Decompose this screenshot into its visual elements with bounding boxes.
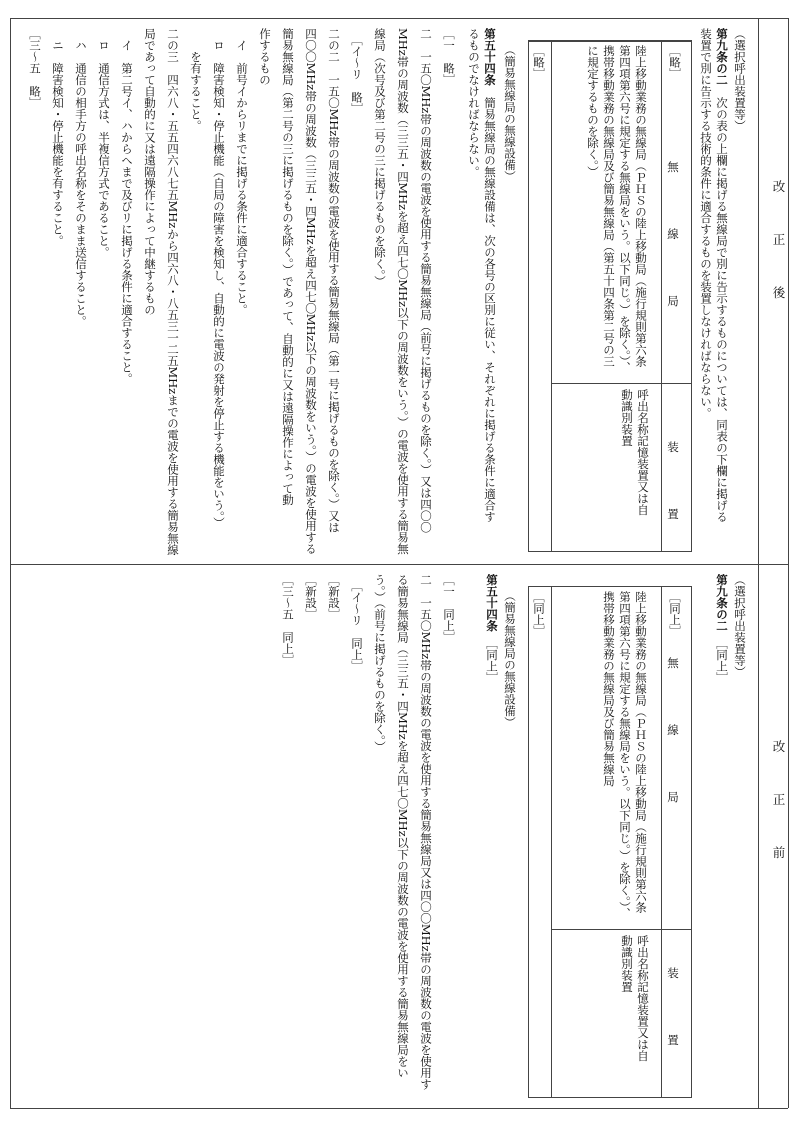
before-table-row3-station: ［同上］ [532,591,546,637]
top-rule [10,18,788,19]
after-line: イ 前号イからリまでに掲げる条件に適合すること。 [235,28,249,316]
header-after: 改 正 後 [771,180,786,313]
before-table-col-device-label: 装 置 [666,967,680,1068]
section-divider [10,564,788,565]
before-art54-block [482,574,500,1094]
after-line: 二の二 一五〇MHz帯の周波数の電波を使用する簡易無線局（第一号に掲げるものを除く。）又は [327,28,341,534]
before-art9-title: 第九条の二 [715,574,729,632]
after-table-col-device-label: 装 置 [666,441,680,542]
before-art9-block [712,574,730,1094]
after-table-row2-device: 呼出名称記憶装置又は自 動識別装置 [620,389,650,516]
after-table [528,40,692,552]
after-art9-caption: （選択呼出装置等） [733,28,747,132]
after-art9-title: 第九条の二 [715,28,729,86]
before-art54-title: 第五十四条 [485,574,499,632]
before-line: う。）（前号に掲げるものを除く。） [373,574,387,753]
outer-left-border [10,18,11,1108]
after-line: 簡易無線局（第二号の三に掲げるものを除く。）であって、自動的に又は遠隔操作によって動 [281,28,295,506]
after-line: 局であって自動的に又は遠隔操作によって中継するもの [143,28,157,316]
after-line: 二の三 四六八・五五四六八七五MHzから四六八・八五三一二五MHzまでの電波を使用する簡易無線 [166,28,180,556]
after-line: ニ 障害検知・停止機能を有すること。 [51,28,65,247]
after-line: イ 第二号イ、ハからへまで及びリに掲げる条件に適合すること。 [120,28,134,385]
before-lines [20,574,460,1094]
bottom-rule [10,1108,788,1109]
after-line: 二 一五〇MHz帯の周波数の電波を使用する簡易無線局（前号に掲げるものを除く。）又は四〇〇 [419,28,433,534]
after-line: ハ 通信の相手方の呼出名称をそのまま送信すること。 [74,28,88,327]
after-table-row3-station: ［略］ [532,45,546,80]
after-line: 作するもの [258,28,272,86]
after-line: 四〇〇MHz帯の周波数（三三五・四MHzを超え四七〇MHz以下の周波数をいう。）の電波を使用する [304,28,318,555]
outer-right-border [788,18,789,1108]
after-table-col-station-label: 無 線 局 [666,161,680,329]
after-table-header-divider [529,41,691,42]
header-border-top [758,18,759,1108]
before-line: 二 一五〇MHz帯の周波数の電波を使用する簡易無線局又は四〇〇MHz帯の周波数の電波を使用す [419,574,433,1090]
after-line: を有すること。 [189,28,203,132]
after-line: 線局（次号及び第二号の三に掲げるものを除く。） [373,28,387,287]
before-art54-body: ［同上］ [485,643,499,684]
after-art9-block [694,28,730,558]
after-table-row1-station: ［略］ [668,45,682,80]
before-table-row2-device: 呼出名称記憶装置又は自 動識別装置 [620,935,650,1062]
before-table-row2-station: 陸上移動業務の無線局（ＰＨＳの陸上移動局（施行規則第六条 第四項第六号に規定する無線局をいう。以下同じ。）を除く。）、 携帯移動業務の無線局及び簡易無線局 [602,591,648,919]
header-before: 改 正 前 [771,740,786,873]
after-art54-body-1: 簡易無線局の無線設備は、次の各号の区別に従い、それぞれに掲げる条件に適合す [483,97,497,523]
before-art9-caption: （選択呼出装置等） [733,574,747,678]
before-art54-caption: （簡易無線局の無線設備） [503,590,517,728]
before-line: ［イ～リ 同上］ [350,574,364,672]
after-line: ［イ～リ 略］ [350,28,364,115]
before-art9-body: ［同上］ [715,643,729,684]
after-art54-title: 第五十四条 [483,28,497,86]
after-art9-body-2: 装置で別に告示する技術的条件に適合するものを装置しなければならない。 [699,28,713,419]
after-line: ロ 障害検知・停止機能（自局の障害を検知し、自動的に電波の発射を停止する機能をいう。） [212,28,226,529]
after-line: ロ 通信方式は、半複信方式であること。 [97,28,111,258]
after-line: MHz帯の周波数（三三五・四MHzを超え四七〇MHz以下の周波数をいう。）の電波を使用する簡易無 [396,28,410,555]
before-line: ［新設］ [327,574,341,620]
after-art54-block [462,28,498,558]
before-table [528,586,692,1098]
before-line: ［三～五 同上］ [281,574,295,666]
after-table-row2-station: 陸上移動業務の無線局（ＰＨＳの陸上移動局（施行規則第六条 第四項第六号に規定する無線局をいう。以下同じ。）を除く。）、 携帯移動業務の無線局及び簡易無線局（第五十四条第二号の三 に規定するものを除く。） [586,45,648,373]
after-lines [20,28,460,558]
before-line: ［新設］ [304,574,318,620]
after-line: ［一 略］ [442,28,456,86]
after-art9-body-1: 次の表の上欄に掲げる無線局で別に告示するものについては、同表の下欄に掲げる [715,97,729,523]
before-line: る簡易無線局（三三五・四MHzを超え四七〇MHz以下の周波数の電波を使用する簡易無線局をい [396,574,410,1079]
after-art54-body-2: るものでなければならない。 [467,28,481,178]
before-table-col-station-label: 無 線 局 [666,657,680,825]
after-line: ［三～五 略］ [28,28,42,109]
before-line: ［一 同上］ [442,574,456,643]
after-art54-caption: （簡易無線局の無線設備） [503,44,517,182]
before-table-row1-station: ［同上］ [668,591,682,637]
